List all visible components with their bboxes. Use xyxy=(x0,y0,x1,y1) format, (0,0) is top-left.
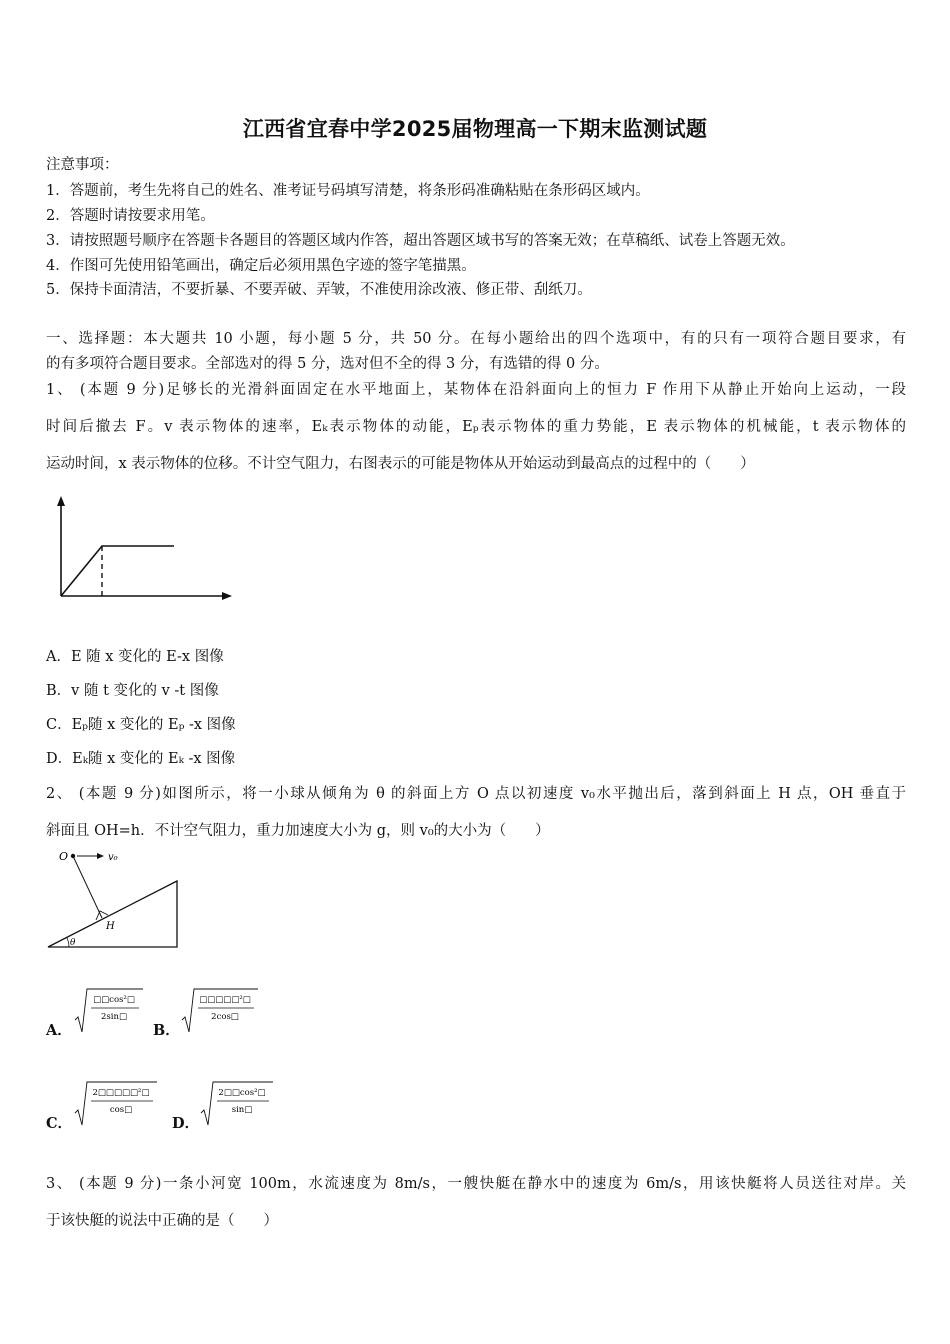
q2-line-1: 2、 (本题 9 分)如图所示，将一小球从倾角为 θ 的斜面上方 O 点以初速度 v₀水平抛出后，落到斜面上 H 点，OH 垂直于 xyxy=(46,786,906,802)
q1-graph-figure xyxy=(50,492,240,604)
notice-item-5: 5．保持卡面清洁，不要折暴、不要弄破、弄皱，不准使用涂改液、修正带、刮纸刀。 xyxy=(46,282,592,298)
q2-incline-figure xyxy=(46,846,186,951)
page-title: 江西省宜春中学2025届物理高一下期末监测试题 xyxy=(242,117,708,141)
notice-item-1: 1．答题前，考生先将自己的姓名、准考证号码填写清楚，将条形码准确粘贴在条形码区域内。 xyxy=(46,183,650,199)
q2-option-c-numerator: 2□□□□□²□ xyxy=(92,1088,150,1098)
q2-option-c-label: C． xyxy=(46,1115,73,1132)
label-theta: θ xyxy=(70,938,76,948)
section-intro-line-2: 的有多项符合题目要求。全部选对的得 5 分，选对但不全的得 3 分，有选错的得 0 分。 xyxy=(46,356,609,372)
q2-option-d-numerator: 2□□cos²□ xyxy=(218,1088,266,1098)
q2-option-a-numerator: □□cos²□ xyxy=(93,995,135,1005)
q1-line-2: 时间后撤去 F。v 表示物体的速率，Eₖ表示物体的动能，Eₚ表示物体的重力势能，E 表示物体的机械能，t 表示物体的 xyxy=(46,419,906,435)
label-h: H xyxy=(106,921,115,932)
q3-line-2: 于该快艇的说法中正确的是（ ） xyxy=(46,1213,278,1229)
q2-option-a-formula xyxy=(73,986,145,1036)
q2-option-d-denominator: sin□ xyxy=(231,1105,253,1115)
q1-option-d: D．Eₖ随 x 变化的 Eₖ -x 图像 xyxy=(46,751,236,767)
q1-option-a: A．E 随 x 变化的 E-x 图像 xyxy=(46,649,224,665)
notice-heading: 注意事项： xyxy=(46,157,119,173)
section-intro-line-1: 一、选择题：本大题共 10 小题，每小题 5 分，共 50 分。在每小题给出的四个选项中，有的只有一项符合题目要求，有 xyxy=(46,331,906,347)
q1-line-1: 1、 (本题 9 分)足够长的光滑斜面固定在水平地面上，某物体在沿斜面向上的恒力 F 作用下从静止开始向上运动，一段 xyxy=(46,382,906,398)
q2-option-b-formula xyxy=(180,986,260,1036)
notice-item-4: 4．作图可先使用铅笔画出，确定后必须用黑色字迹的签字笔描黑。 xyxy=(46,258,476,274)
label-o: O xyxy=(59,850,69,863)
q2-option-c-formula xyxy=(73,1079,159,1129)
label-v0: v₀ xyxy=(108,852,118,863)
q1-option-c: C．Eₚ随 x 变化的 Eₚ -x 图像 xyxy=(46,717,236,733)
q2-option-b-label: B． xyxy=(153,1022,180,1039)
q2-option-a-denominator: 2sin□ xyxy=(101,1012,127,1022)
q3-line-1: 3、 (本题 9 分)一条小河宽 100m，水流速度为 8m/s，一艘快艇在静水中的速度为 6m/s，用该快艇将人员送往对岸。关 xyxy=(46,1176,906,1192)
notice-item-2: 2．答题时请按要求用笔。 xyxy=(46,208,215,224)
q2-option-a-label: A． xyxy=(46,1022,72,1039)
notice-item-3: 3．请按照题号顺序在答题卡各题目的答题区域内作答，超出答题区域书写的答案无效；在草稿纸、试卷上答题无效。 xyxy=(46,233,795,249)
q2-option-c-denominator: cos□ xyxy=(109,1105,133,1115)
q2-option-d-label: D． xyxy=(172,1115,200,1132)
q2-option-d-formula xyxy=(199,1079,275,1129)
q1-line-3: 运动时间，x 表示物体的位移。不计空气阻力，右图表示的可能是物体从开始运动到最高点的过程中的（ ） xyxy=(46,456,755,472)
q1-option-b: B．v 随 t 变化的 v -t 图像 xyxy=(46,683,219,699)
q2-option-b-denominator: 2cos□ xyxy=(211,1012,239,1022)
q2-line-2: 斜面且 OH=h．不计空气阻力，重力加速度大小为 g，则 v₀的大小为（ ） xyxy=(46,823,550,839)
q2-option-b-numerator: □□□□□²□ xyxy=(199,995,251,1005)
